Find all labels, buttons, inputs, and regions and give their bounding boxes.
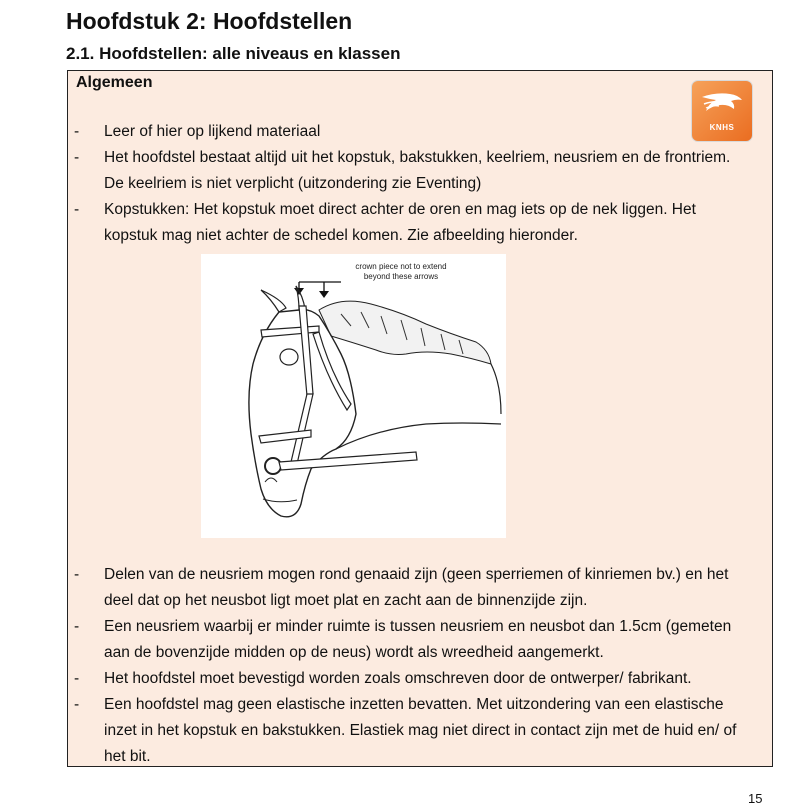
list-item-text: Een hoofdstel mag geen elastische inzetten bevatten. Met uitzondering van een elastische inzet in het kopstuk en bakstukken. Elastiek mag niet direct in contact zijn met de huid en/ of het bit. bbox=[104, 696, 737, 765]
page-number: 15 bbox=[748, 791, 763, 806]
list-item-text: Leer of hier op lijkend materiaal bbox=[104, 123, 321, 140]
list-item-text: Delen van de neusriem mogen rond genaaid zijn (geen sperriemen of kinriemen bv.) en het deel dat op het neusbot ligt moet plat en zacht aan de binnenzijde zijn. bbox=[104, 566, 729, 609]
bullet-dash: - bbox=[74, 618, 80, 635]
figure-caption bbox=[341, 262, 461, 282]
list-item-text: Het hoofdstel bestaat altijd uit het kopstuk, bakstukken, keelriem, neusriem en de frontriem. De keelriem is niet verplicht (uitzondering zie Eventing) bbox=[104, 149, 731, 192]
bridle-illustration bbox=[201, 254, 506, 538]
list-item-text: Kopstukken: Het kopstuk moet direct achter de oren en mag iets op de nek liggen. Het kopstuk mag niet achter de schedel komen. Zie afbeelding hieronder. bbox=[104, 201, 696, 244]
bullet-dash: - bbox=[74, 123, 80, 140]
bullet-dash: - bbox=[74, 670, 80, 687]
list-item bbox=[68, 562, 744, 614]
section-heading: 2.1. Hoofdstellen: alle niveaus en klassen bbox=[66, 44, 401, 63]
logo-text: KNHS bbox=[709, 123, 735, 132]
bottom-bullet-list bbox=[68, 562, 744, 770]
box-title: Algemeen bbox=[76, 74, 153, 91]
knhs-horse-icon bbox=[700, 91, 744, 117]
top-bullet-list bbox=[68, 119, 744, 249]
list-item bbox=[68, 197, 744, 249]
list-item bbox=[68, 614, 744, 666]
bullet-dash: - bbox=[74, 696, 80, 713]
bullet-dash: - bbox=[74, 201, 80, 218]
list-item bbox=[68, 145, 744, 197]
figure-caption-line-2: beyond these arrows bbox=[363, 272, 439, 281]
figure-caption-line-1: crown piece not to extend bbox=[355, 262, 447, 271]
chapter-heading: Hoofdstuk 2: Hoofdstellen bbox=[66, 8, 353, 34]
rules-box bbox=[67, 70, 773, 767]
bullet-dash: - bbox=[74, 149, 80, 166]
list-item-text: Het hoofdstel moet bevestigd worden zoals omschreven door de ontwerper/ fabrikant. bbox=[104, 670, 692, 687]
horse-head-drawing bbox=[201, 254, 506, 538]
bullet-dash: - bbox=[74, 566, 80, 583]
list-item bbox=[68, 692, 744, 770]
list-item-text: Een neusriem waarbij er minder ruimte is tussen neusriem en neusbot dan 1.5cm (gemeten aan de bovenzijde midden op de neus) wordt als wreedheid aangemerkt. bbox=[104, 618, 732, 661]
list-item bbox=[68, 666, 744, 692]
list-item bbox=[68, 119, 744, 145]
